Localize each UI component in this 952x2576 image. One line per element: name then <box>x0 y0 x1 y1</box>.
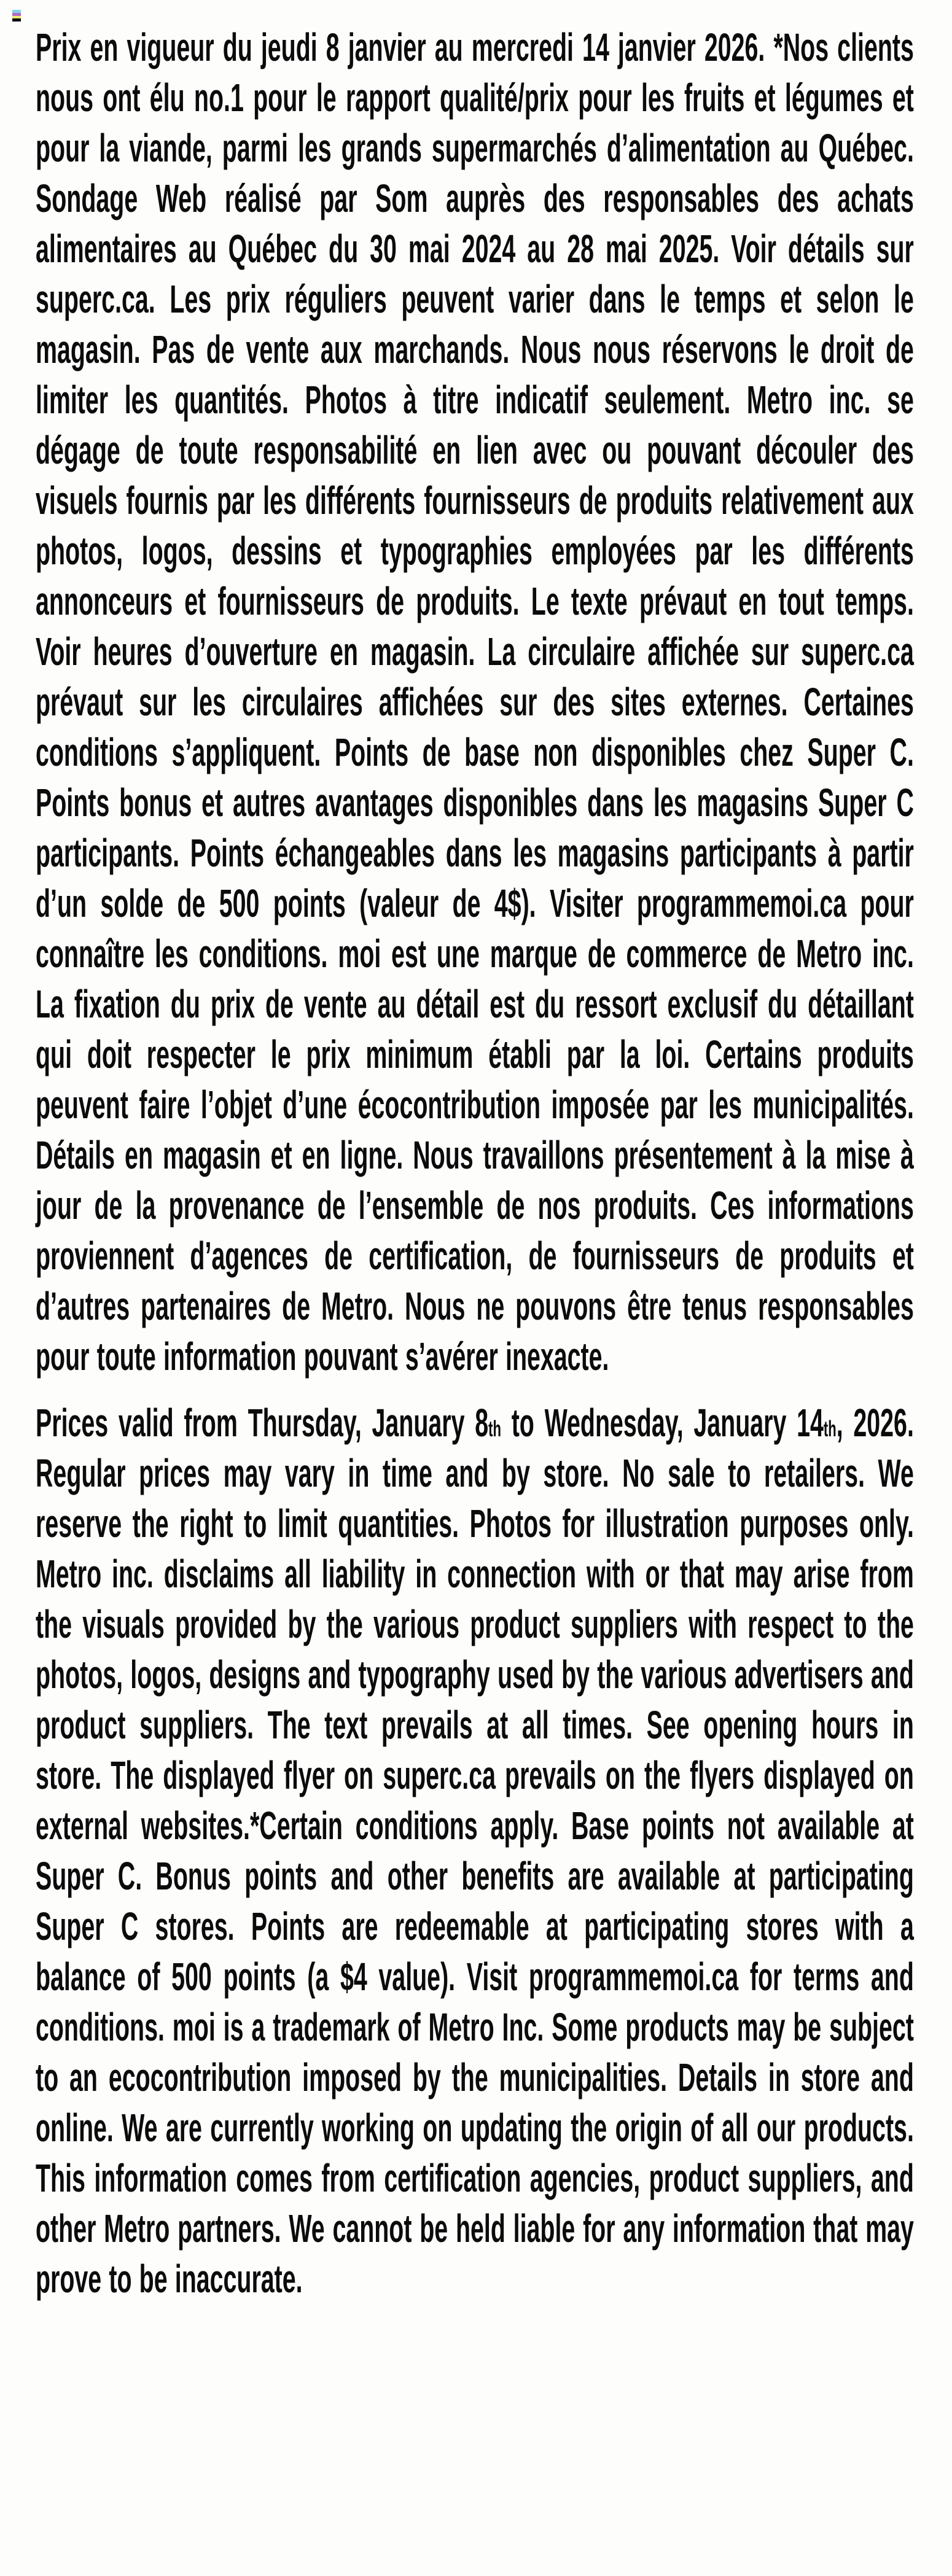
color-registration-mark <box>12 10 21 21</box>
en-text-segment-2: to Wednesday, January 14 <box>501 1401 824 1445</box>
disclaimer-paragraph-french: Prix en vigueur du jeudi 8 janvier au mercredi 14 janvier 2026. *Nos clients nous ont élu no.1 pour le rapport qualité/prix pour les fruits et légumes et pour la viande, parmi les grands supermarchés d’alimentation au Québec. Sondage Web réalisé par Som auprès des responsables des achats alimentaires au Québec du 30 mai 2024 au 28 mai 2025. Voir détails sur superc.ca. Les prix réguliers peuvent varier dans le temps et selon le magasin. Pas de vente aux marchands. Nous nous réservons le droit de limiter les quantités. Photos à titre indicatif seulement. Metro inc. se dégage de toute responsabilité en lien avec ou pouvant découler des visuels fournis par les différents fournisseurs de produits relativement aux photos, logos, dessins et typographies employées par les différents annonceurs et fournisseurs de produits. Le texte prévaut en tout temps. Voir heures d’ouverture en magasin. La circulaire affichée sur superc.ca prévaut sur les circulaires affichées sur des sites externes. Certaines conditions s’appliquent. Points de base non disponibles chez Super C. Points bonus et autres avantages disponibles dans les magasins Super C participants. Points échangeables dans les magasins participants à partir d’un solde de 500 points (valeur de 4$). Visiter programmemoi.ca pour connaître les conditions. moi est une marque de commerce de Metro inc. La fixation du prix de vente au détail est du ressort exclusif du détaillant qui doit respecter le prix minimum établi par la loi. Certains produits peuvent faire l’objet d’une écocontribution imposée par les municipalités. Détails en magasin et en ligne. Nous travaillons présentement à la mise à jour de la provenance de l’ensemble de nos produits. Ces informations proviennent d’agences de certification, de fournisseurs de produits et d’autres partenaires de Metro. Nous ne pouvons être tenus responsables pour toute information pouvant s’avérer inexacte. <box>36 25 914 1379</box>
disclaimer-paragraph-english <box>36 1398 914 2304</box>
disclaimer-text-block <box>36 22 914 2304</box>
en-text-segment-3: , 2026. Regular prices may vary in time and by store. No sale to retailers. We reserve the right to limit quantities. Photos for illustration purposes only. Metro inc. disclaims all liability in connection with or that may arise from the visuals provided by the various product suppliers with respect to the photos, logos, designs and typography used by the various advertisers and product suppliers. The text prevails at all times. See opening hours in store. The displayed flyer on superc.ca prevails on the flyers displayed on external websites.*Certain conditions apply. Base points not available at Super C. Bonus points and other benefits are available at participating Super C stores. Points are redeemable at participating stores with a balance of 500 points (a $4 value). Visit programmemoi.ca for terms and conditions. moi is a trademark of Metro Inc. Some products may be subject to an ecocontribution imposed by the municipalities. Details in store and online. We are currently working on updating the origin of all our products. This information comes from certification agencies, product suppliers, and other Metro partners. We cannot be held liable for any information that may prove to be inaccurate. <box>36 1401 914 2301</box>
en-ordinal-suffix-14th: th <box>823 1417 837 1441</box>
en-text-segment-1: Prices valid from Thursday, January 8 <box>36 1401 489 1445</box>
reg-stripe-black <box>12 18 21 21</box>
en-ordinal-suffix-8th: th <box>488 1417 501 1441</box>
